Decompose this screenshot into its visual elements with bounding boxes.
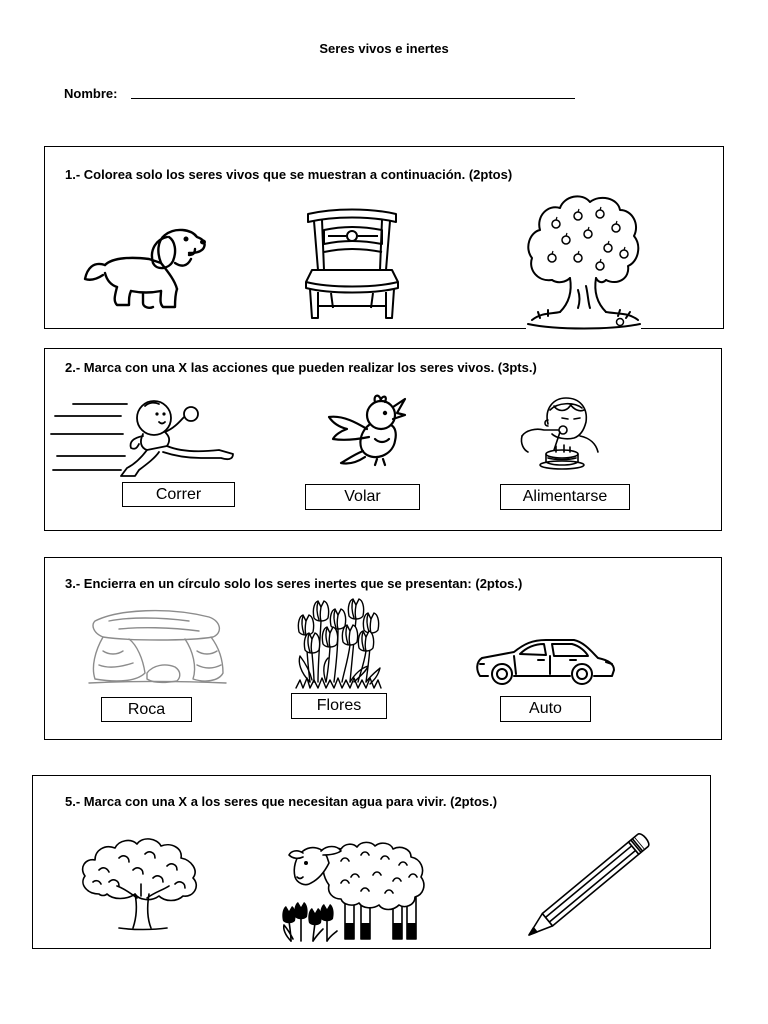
apple-tree-icon xyxy=(526,194,641,331)
sheep-icon xyxy=(281,837,428,943)
label-roca: Roca xyxy=(101,697,192,722)
flying-bird-icon xyxy=(323,393,406,466)
name-line xyxy=(131,98,575,99)
worksheet-title: Seres vivos e inertes xyxy=(319,41,449,56)
pencil-icon xyxy=(526,833,651,938)
running-child-icon xyxy=(51,398,236,478)
child-eating-icon xyxy=(518,394,601,471)
label-alimentarse: Alimentarse xyxy=(500,484,630,510)
question-2-instruction: 2.- Marca con una X las acciones que pueden realizar los seres vivos. (3pts.) xyxy=(65,360,537,375)
label-correr: Correr xyxy=(122,482,235,507)
question-1-box xyxy=(44,146,724,329)
question-5-instruction: 5.- Marca con una X a los seres que necesitan agua para vivir. (2ptos.) xyxy=(65,794,498,809)
question-1-instruction: 1.- Colorea solo los seres vivos que se muestran a continuación. (2ptos) xyxy=(65,167,513,182)
car-icon xyxy=(474,638,616,686)
tree-icon xyxy=(79,836,201,931)
question-3-instruction: 3.- Encierra en un círculo solo los seres inertes que se presentan: (2ptos.) xyxy=(65,576,523,591)
dog-icon xyxy=(83,223,208,311)
label-flores: Flores xyxy=(291,693,387,719)
question-3-box xyxy=(44,557,722,740)
name-label: Nombre: xyxy=(64,86,118,101)
question-2-box xyxy=(44,348,722,531)
label-auto: Auto xyxy=(500,696,591,722)
tulips-icon xyxy=(296,602,381,689)
rock-icon xyxy=(89,607,226,684)
label-volar: Volar xyxy=(305,484,420,510)
chair-icon xyxy=(304,208,401,321)
question-5-box xyxy=(32,775,711,949)
